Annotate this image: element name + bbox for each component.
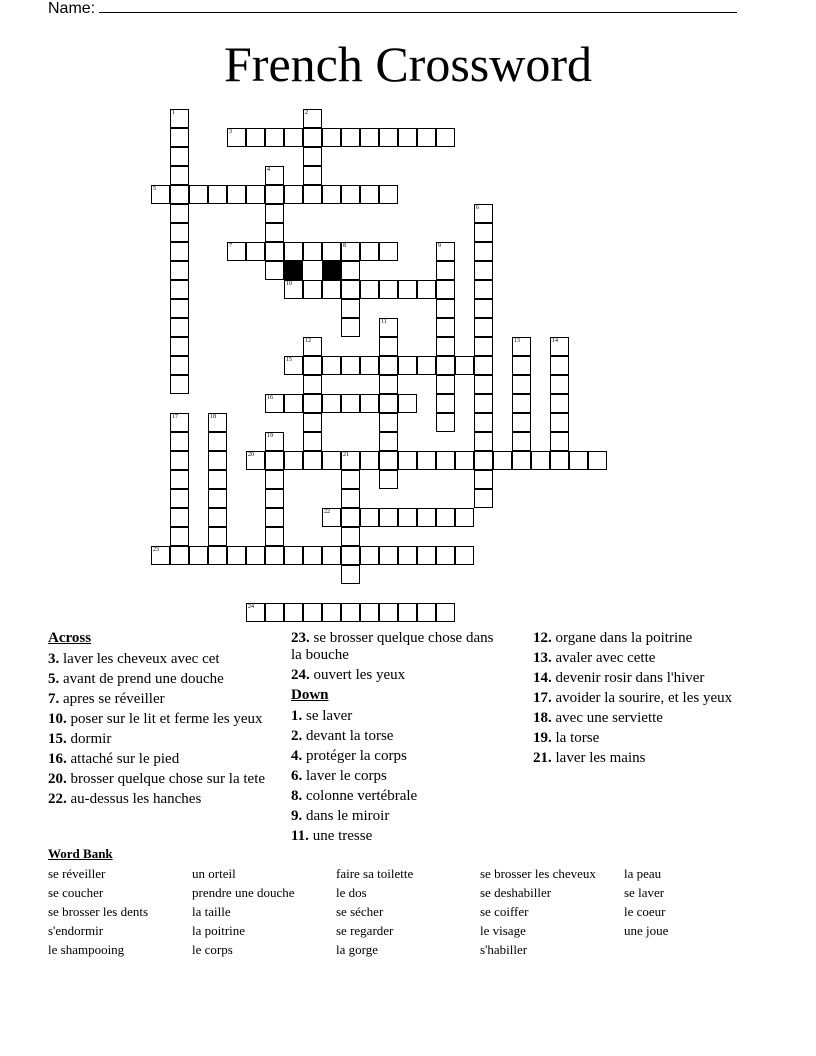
clue-down-12: 12. organe dans la poitrine (533, 630, 693, 646)
grid-cell[interactable] (379, 356, 398, 375)
grid-cell[interactable] (189, 546, 208, 565)
grid-cell[interactable] (322, 394, 341, 413)
word-bank-item: le dos (336, 885, 367, 900)
grid-cell[interactable] (170, 451, 189, 470)
grid-cell[interactable] (436, 261, 455, 280)
grid-cell[interactable] (303, 109, 322, 128)
word-bank-item: se deshabiller (480, 885, 552, 900)
clue-number: 18 (210, 414, 216, 420)
word-bank-item: se regarder (336, 923, 394, 938)
grid-cell[interactable] (170, 337, 189, 356)
grid-cell[interactable] (379, 470, 398, 489)
clue-across-3: 3. laver les cheveux avec cet (48, 651, 220, 667)
grid-cell[interactable] (417, 356, 436, 375)
word-bank-item: prendre une douche (192, 885, 295, 900)
grid-cell[interactable] (379, 337, 398, 356)
grid-cell[interactable] (303, 413, 322, 432)
grid-cell[interactable] (341, 318, 360, 337)
clue-across-5: 5. avant de prend une douche (48, 671, 224, 687)
word-bank-item: la gorge (336, 942, 378, 957)
word-bank-item: se brosser les cheveux (480, 866, 596, 881)
grid-cell[interactable] (341, 565, 360, 584)
grid-cell[interactable] (322, 280, 341, 299)
grid-cell[interactable] (379, 128, 398, 147)
grid-cell[interactable] (265, 185, 284, 204)
grid-cell[interactable] (379, 451, 398, 470)
grid-cell[interactable] (265, 470, 284, 489)
grid-cell[interactable] (284, 280, 303, 299)
grid-cell[interactable] (265, 489, 284, 508)
word-bank-column-1 (48, 864, 148, 959)
grid-cell[interactable] (436, 280, 455, 299)
grid-cell[interactable] (341, 356, 360, 375)
grid-cell[interactable] (474, 394, 493, 413)
clue-number: 10 (286, 281, 292, 287)
grid-cell[interactable] (322, 128, 341, 147)
grid-cell[interactable] (208, 489, 227, 508)
grid-cell[interactable] (360, 546, 379, 565)
grid-cell[interactable] (512, 356, 531, 375)
clue-number: 17 (172, 414, 178, 420)
grid-cell[interactable] (322, 242, 341, 261)
grid-cell[interactable] (455, 546, 474, 565)
grid-cell[interactable] (170, 299, 189, 318)
word-bank-column-3 (336, 864, 413, 959)
clue-number: 23 (153, 547, 159, 553)
grid-cell[interactable] (379, 603, 398, 622)
grid-cell[interactable] (303, 432, 322, 451)
grid-cell[interactable] (170, 204, 189, 223)
grid-cell[interactable] (208, 527, 227, 546)
grid-cell[interactable] (284, 546, 303, 565)
grid-cell[interactable] (474, 451, 493, 470)
grid-cell[interactable] (265, 546, 284, 565)
clue-down-9: 9. dans le miroir (291, 808, 390, 824)
grid-cell[interactable] (303, 356, 322, 375)
word-bank-item: la poitrine (192, 923, 246, 938)
grid-cell[interactable] (474, 280, 493, 299)
grid-cell[interactable] (474, 261, 493, 280)
grid-cell[interactable] (379, 242, 398, 261)
grid-cell[interactable] (303, 128, 322, 147)
clue-down-2: 2. devant la torse (291, 728, 394, 744)
clue-down-6: 6. laver le corps (291, 768, 387, 784)
grid-cell[interactable] (284, 451, 303, 470)
clue-number: 6 (476, 205, 479, 211)
grid-cell[interactable] (170, 375, 189, 394)
clue-number: 13 (514, 338, 520, 344)
grid-cell[interactable] (398, 451, 417, 470)
grid-cell[interactable] (303, 242, 322, 261)
grid-cell[interactable] (436, 546, 455, 565)
clue-number: 2 (305, 110, 308, 116)
grid-cell[interactable] (531, 451, 550, 470)
grid-cell[interactable] (398, 546, 417, 565)
grid-cell[interactable] (512, 337, 531, 356)
grid-cell[interactable] (398, 128, 417, 147)
grid-cell[interactable] (436, 394, 455, 413)
grid-cell[interactable] (360, 280, 379, 299)
grid-cell[interactable] (436, 603, 455, 622)
grid-cell[interactable] (474, 223, 493, 242)
grid-cell[interactable] (341, 546, 360, 565)
grid-cell[interactable] (284, 128, 303, 147)
clues-column-1 (48, 630, 266, 811)
grid-cell[interactable] (265, 204, 284, 223)
grid-cell[interactable] (246, 128, 265, 147)
black-square (284, 261, 303, 280)
grid-cell[interactable] (417, 546, 436, 565)
grid-cell[interactable] (246, 185, 265, 204)
grid-cell[interactable] (170, 109, 189, 128)
grid-cell[interactable] (151, 546, 170, 565)
clue-number: 16 (267, 395, 273, 401)
clue-number: 14 (552, 338, 558, 344)
clue-across-24: 24. ouvert les yeux (291, 667, 406, 683)
grid-cell[interactable] (170, 489, 189, 508)
word-bank-item: se laver (624, 885, 665, 900)
word-bank-item: le shampooing (48, 942, 125, 957)
grid-cell[interactable] (550, 413, 569, 432)
grid-cell[interactable] (588, 451, 607, 470)
word-bank-item: se coiffer (480, 904, 529, 919)
grid-cell[interactable] (284, 356, 303, 375)
grid-cell[interactable] (303, 394, 322, 413)
grid-cell[interactable] (208, 508, 227, 527)
grid-cell[interactable] (208, 185, 227, 204)
grid-cell[interactable] (436, 508, 455, 527)
grid-cell[interactable] (265, 394, 284, 413)
grid-cell[interactable] (398, 508, 417, 527)
grid-cell[interactable] (455, 451, 474, 470)
grid-cell[interactable] (284, 242, 303, 261)
grid-cell[interactable] (512, 413, 531, 432)
clue-down-1: 1. se laver (291, 708, 353, 724)
grid-cell[interactable] (265, 242, 284, 261)
grid-cell[interactable] (284, 603, 303, 622)
grid-cell[interactable] (550, 451, 569, 470)
word-bank-item: se sécher (336, 904, 384, 919)
word-bank-column-4 (480, 864, 596, 959)
grid-cell[interactable] (322, 546, 341, 565)
grid-cell[interactable] (303, 546, 322, 565)
grid-cell[interactable] (360, 451, 379, 470)
clue-number: 21 (343, 452, 349, 458)
grid-cell[interactable] (436, 451, 455, 470)
grid-cell[interactable] (474, 375, 493, 394)
word-bank-item: la taille (192, 904, 231, 919)
grid-cell[interactable] (341, 261, 360, 280)
grid-cell[interactable] (341, 280, 360, 299)
grid-cell[interactable] (360, 394, 379, 413)
word-bank-column-2 (192, 864, 295, 959)
grid-cell[interactable] (265, 128, 284, 147)
grid-cell[interactable] (341, 128, 360, 147)
grid-cell[interactable] (341, 489, 360, 508)
grid-cell[interactable] (303, 375, 322, 394)
grid-cell[interactable] (170, 508, 189, 527)
grid-cell[interactable] (303, 603, 322, 622)
grid-cell[interactable] (474, 489, 493, 508)
grid-cell[interactable] (341, 185, 360, 204)
grid-cell[interactable] (512, 394, 531, 413)
clues-column-2 (291, 630, 499, 848)
clue-down-14: 14. devenir rosir dans l'hiver (533, 670, 705, 686)
grid-cell[interactable] (550, 337, 569, 356)
clue-across-10: 10. poser sur le lit et ferme les yeux (48, 711, 263, 727)
grid-cell[interactable] (170, 413, 189, 432)
clue-across-7: 7. apres se réveiller (48, 691, 165, 707)
word-bank-item: la peau (624, 866, 662, 881)
clue-down-17: 17. avoider la sourire, et les yeux (533, 690, 733, 706)
grid-cell[interactable] (379, 185, 398, 204)
grid-cell[interactable] (436, 242, 455, 261)
grid-cell[interactable] (265, 432, 284, 451)
grid-cell[interactable] (170, 261, 189, 280)
clue-number: 9 (438, 243, 441, 249)
grid-cell[interactable] (170, 546, 189, 565)
clue-number: 7 (229, 243, 232, 249)
grid-cell[interactable] (569, 451, 588, 470)
grid-cell[interactable] (189, 185, 208, 204)
grid-cell[interactable] (265, 508, 284, 527)
grid-cell[interactable] (379, 375, 398, 394)
grid-cell[interactable] (227, 185, 246, 204)
grid-cell[interactable] (398, 603, 417, 622)
grid-cell[interactable] (246, 242, 265, 261)
grid-cell[interactable] (493, 451, 512, 470)
grid-cell[interactable] (474, 299, 493, 318)
grid-cell[interactable] (360, 356, 379, 375)
grid-cell[interactable] (208, 546, 227, 565)
clue-number: 19 (267, 433, 273, 439)
name-field[interactable] (99, 0, 737, 13)
clue-across-15: 15. dormir (48, 731, 112, 747)
grid-cell[interactable] (170, 128, 189, 147)
grid-cell[interactable] (303, 280, 322, 299)
clue-number: 12 (305, 338, 311, 344)
word-bank-item: faire sa toilette (336, 866, 414, 881)
grid-cell[interactable] (170, 527, 189, 546)
clue-down-11: 11. une tresse (291, 828, 373, 844)
grid-cell[interactable] (474, 356, 493, 375)
across-heading: Across (48, 630, 92, 646)
grid-cell[interactable] (265, 223, 284, 242)
grid-cell[interactable] (360, 242, 379, 261)
grid-cell[interactable] (512, 375, 531, 394)
grid-cell[interactable] (322, 603, 341, 622)
clue-across-16: 16. attaché sur le pied (48, 751, 180, 767)
clue-number: 5 (153, 186, 156, 192)
grid-cell[interactable] (474, 204, 493, 223)
grid-cell[interactable] (227, 546, 246, 565)
clue-number: 15 (286, 357, 292, 363)
grid-cell[interactable] (341, 451, 360, 470)
word-bank-item: s'habiller (480, 942, 528, 957)
clue-number: 22 (324, 509, 330, 515)
grid-cell[interactable] (417, 508, 436, 527)
grid-cell[interactable] (208, 413, 227, 432)
grid-cell[interactable] (265, 166, 284, 185)
grid-cell[interactable] (265, 527, 284, 546)
clue-number: 8 (343, 243, 346, 249)
word-bank-item: se brosser les dents (48, 904, 149, 919)
clue-number: 11 (381, 319, 387, 325)
clue-number: 3 (229, 129, 232, 135)
grid-cell[interactable] (436, 375, 455, 394)
word-bank-item: s'endormir (48, 923, 104, 938)
grid-cell[interactable] (303, 185, 322, 204)
grid-cell[interactable] (379, 318, 398, 337)
grid-cell[interactable] (455, 356, 474, 375)
grid-cell[interactable] (379, 394, 398, 413)
grid-cell[interactable] (379, 546, 398, 565)
clues-column-3 (533, 630, 763, 770)
down-heading: Down (291, 687, 329, 703)
grid-cell[interactable] (436, 356, 455, 375)
grid-cell[interactable] (436, 413, 455, 432)
grid-cell[interactable] (474, 337, 493, 356)
grid-cell[interactable] (265, 261, 284, 280)
grid-cell[interactable] (341, 394, 360, 413)
word-bank-item: le visage (480, 923, 526, 938)
grid-cell[interactable] (322, 185, 341, 204)
grid-cell[interactable] (170, 223, 189, 242)
clue-across-22: 22. au-dessus les hanches (48, 791, 202, 807)
grid-cell[interactable] (303, 147, 322, 166)
grid-cell[interactable] (341, 299, 360, 318)
grid-cell[interactable] (474, 242, 493, 261)
grid-cell[interactable] (398, 356, 417, 375)
grid-cell[interactable] (417, 280, 436, 299)
grid-cell[interactable] (170, 185, 189, 204)
grid-cell[interactable] (550, 356, 569, 375)
grid-cell[interactable] (398, 394, 417, 413)
grid-cell[interactable] (550, 394, 569, 413)
grid-cell[interactable] (436, 337, 455, 356)
word-bank-item: se réveiller (48, 866, 106, 881)
grid-cell[interactable] (341, 508, 360, 527)
grid-cell[interactable] (379, 413, 398, 432)
page-title: French Crossword (223, 36, 593, 92)
grid-cell[interactable] (341, 242, 360, 261)
grid-cell[interactable] (341, 603, 360, 622)
grid-cell[interactable] (170, 166, 189, 185)
grid-cell[interactable] (170, 280, 189, 299)
grid-cell[interactable] (512, 432, 531, 451)
grid-cell[interactable] (436, 299, 455, 318)
grid-cell[interactable] (379, 280, 398, 299)
grid-cell[interactable] (151, 185, 170, 204)
grid-cell[interactable] (170, 318, 189, 337)
clue-down-21: 21. laver les mains (533, 750, 646, 766)
clue-number: 4 (267, 167, 270, 173)
word-bank-item: le coeur (624, 904, 666, 919)
clue-number: 1 (172, 110, 175, 116)
clue-down-18: 18. avec une serviette (533, 710, 663, 726)
grid-cell[interactable] (322, 356, 341, 375)
clue-down-19: 19. la torse (533, 730, 600, 746)
word-bank-title: Word Bank (48, 846, 113, 861)
clue-down-13: 13. avaler avec cette (533, 650, 656, 666)
grid-cell[interactable] (398, 280, 417, 299)
clue-number: 24 (248, 604, 254, 610)
grid-cell[interactable] (379, 432, 398, 451)
clue-number: 20 (248, 452, 254, 458)
grid-cell[interactable] (170, 356, 189, 375)
name-line (48, 0, 737, 18)
grid-cell[interactable] (417, 603, 436, 622)
grid-cell[interactable] (341, 527, 360, 546)
grid-cell[interactable] (284, 394, 303, 413)
grid-cell[interactable] (170, 470, 189, 489)
grid-cell[interactable] (170, 242, 189, 261)
grid-cell[interactable] (284, 185, 303, 204)
grid-cell[interactable] (265, 451, 284, 470)
word-bank-item: se coucher (48, 885, 104, 900)
grid-cell[interactable] (360, 508, 379, 527)
black-square (322, 261, 341, 280)
grid-cell[interactable] (322, 508, 341, 527)
grid-cell[interactable] (417, 451, 436, 470)
word-bank-item: un orteil (192, 866, 236, 881)
grid-cell[interactable] (322, 451, 341, 470)
grid-cell[interactable] (455, 508, 474, 527)
grid-cell[interactable] (360, 185, 379, 204)
word-bank-column-5 (624, 864, 668, 940)
clue-across-20: 20. brosser quelque chose sur la tete (48, 771, 266, 787)
grid-cell[interactable] (360, 603, 379, 622)
grid-cell[interactable] (208, 451, 227, 470)
grid-cell[interactable] (303, 451, 322, 470)
grid-cell[interactable] (474, 413, 493, 432)
grid-cell[interactable] (227, 128, 246, 147)
grid-cell[interactable] (170, 432, 189, 451)
clue-across-23: 23. se brosser quelque chose dans la bouche (291, 630, 494, 663)
grid-cell[interactable] (512, 451, 531, 470)
grid-cell[interactable] (550, 375, 569, 394)
word-bank-item: le corps (192, 942, 233, 957)
grid-cell[interactable] (341, 470, 360, 489)
grid-cell[interactable] (170, 147, 189, 166)
grid-cell[interactable] (246, 546, 265, 565)
grid-cell[interactable] (474, 432, 493, 451)
grid-cell[interactable] (360, 128, 379, 147)
grid-cell[interactable] (208, 470, 227, 489)
name-label: Name: (48, 0, 96, 17)
grid-cell[interactable] (417, 128, 436, 147)
grid-cell[interactable] (208, 432, 227, 451)
grid-cell[interactable] (303, 166, 322, 185)
grid-cell[interactable] (303, 337, 322, 356)
grid-cell[interactable] (474, 318, 493, 337)
grid-cell[interactable] (474, 470, 493, 489)
grid-cell[interactable] (550, 432, 569, 451)
grid-cell[interactable] (436, 318, 455, 337)
grid-cell[interactable] (265, 603, 284, 622)
grid-cell[interactable] (436, 128, 455, 147)
word-bank-item: une joue (624, 923, 669, 938)
clue-down-4: 4. protéger la corps (291, 748, 407, 764)
grid-cell[interactable] (379, 508, 398, 527)
grid-cell[interactable] (227, 242, 246, 261)
grid-cell[interactable] (246, 451, 265, 470)
grid-cell[interactable] (246, 603, 265, 622)
clue-down-8: 8. colonne vertébrale (291, 788, 418, 804)
